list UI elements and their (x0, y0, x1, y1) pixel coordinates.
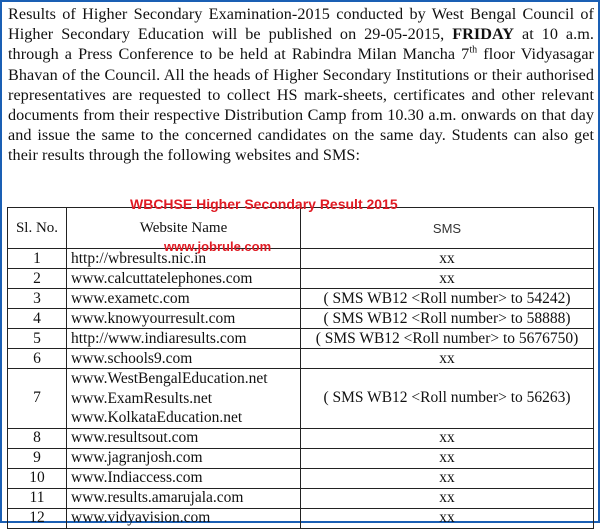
row-sms: xx (301, 269, 594, 289)
row-sms: xx (301, 249, 594, 269)
table-row (8, 249, 594, 269)
table-row (8, 448, 594, 468)
results-table (7, 207, 594, 529)
row-sl: 9 (8, 448, 67, 468)
row-website[interactable]: http://wbresults.nic.in (67, 249, 301, 269)
notice-text-part2: at 10 a.m. through a Press Conference to be held at Rabindra Milan Mancha 7 (8, 25, 594, 64)
row-websites (67, 369, 301, 429)
row-sl: 3 (8, 289, 67, 309)
row-website[interactable]: www.knowyourresult.com (67, 309, 301, 329)
table-row (8, 289, 594, 309)
row-sl: 2 (8, 269, 67, 289)
table-row (8, 508, 594, 528)
table-row (8, 428, 594, 448)
watermark-url[interactable]: www.jobrule.com (164, 239, 272, 254)
row-sms: ( SMS WB12 <Roll number> to 54242) (301, 289, 594, 309)
table-row (8, 468, 594, 488)
table-row (8, 269, 594, 289)
row-sms: ( SMS WB12 <Roll number> to 58888) (301, 309, 594, 329)
row-sms: xx (301, 488, 594, 508)
row-sl: 8 (8, 428, 67, 448)
row-website[interactable]: www.calcuttatelephones.com (67, 269, 301, 289)
table-header-row (8, 208, 594, 249)
row-website[interactable]: www.KolkataEducation.net (71, 409, 243, 426)
row-website[interactable]: www.schools9.com (67, 349, 301, 369)
row-sl: 4 (8, 309, 67, 329)
row-sl: 12 (8, 508, 67, 528)
table-row (8, 349, 594, 369)
notice-paragraph (8, 4, 594, 166)
row-sl: 6 (8, 349, 67, 369)
row-website[interactable]: www.exametc.com (67, 289, 301, 309)
notice-text-part3: floor Vidyasagar Bhavan of the Council. All the heads of Higher Secondary Institutions or their authorised representatives are requested to collect HS mark-sheets, certificates and other relevant documents from their respective Distribution Camp from 10.30 a.m. onwards on that day and issue the same to the concerned candidates on the same day. Students can also get their results through the following websites and SMS: (8, 45, 594, 165)
row-sms: xx (301, 508, 594, 528)
row-sl: 5 (8, 329, 67, 349)
table-row (8, 309, 594, 329)
row-website[interactable]: www.jagranjosh.com (67, 448, 301, 468)
row-website[interactable]: www.resultsout.com (67, 428, 301, 448)
row-sms: xx (301, 448, 594, 468)
row-sl: 10 (8, 468, 67, 488)
row-sl: 11 (8, 488, 67, 508)
row-website[interactable]: www.ExamResults.net (71, 389, 213, 407)
watermark-title: WBCHSE Higher Secondary Result 2015 (130, 196, 398, 212)
row-sms: xx (301, 349, 594, 369)
row-sms: ( SMS WB12 <Roll number> to 56263) (301, 369, 594, 429)
row-website[interactable]: www.vidyavision.com (67, 508, 301, 528)
notice-text-part1: Results of Higher Secondary Examination-2015 conducted by West Bengal Council of Higher Secondary Education will be published on 29-05-2015, (8, 5, 594, 44)
header-sms: SMS (301, 208, 594, 249)
row-sms: xx (301, 468, 594, 488)
row-website[interactable]: http://www.indiaresults.com (67, 329, 301, 349)
row-sms: ( SMS WB12 <Roll number> to 5676750) (301, 329, 594, 349)
row-website[interactable]: www.Indiaccess.com (67, 468, 301, 488)
table-row (8, 369, 594, 429)
table-row (8, 488, 594, 508)
header-sl-no: Sl. No. (8, 208, 67, 249)
row-sl: 1 (8, 249, 67, 269)
row-sms: xx (301, 428, 594, 448)
row-website[interactable]: www.WestBengalEducation.net (71, 370, 268, 387)
row-sl: 7 (8, 369, 67, 429)
row-website[interactable]: www.results.amarujala.com (67, 488, 301, 508)
notice-day: FRIDAY (452, 25, 514, 44)
notice-superscript: th (469, 45, 478, 57)
header-website-name: Website Name (67, 208, 301, 249)
table-row (8, 329, 594, 349)
